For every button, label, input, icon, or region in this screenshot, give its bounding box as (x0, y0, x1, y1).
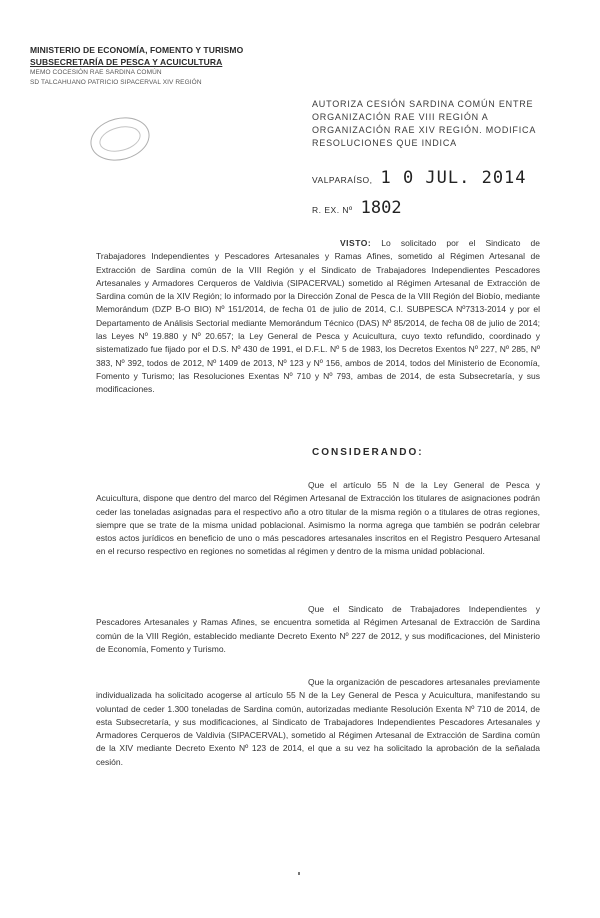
stamp-inner-ring (97, 122, 144, 155)
place-date-line (312, 162, 572, 188)
considerando-heading: CONSIDERANDO: (312, 447, 424, 458)
considerando-text-2: Que el Sindicato de Trabajadores Independientes y Pescadores Artesanales y Ramas Afines, se encuentra sometida al Régimen Artesanal de Extracción de Sardina común de la VIII Región, establecido mediante Decreto Exento Nº 227 de 2012, y sus modificaciones, del Ministerio de Economía, Fomento y Turismo. (96, 604, 540, 654)
resolution-number-line (312, 196, 402, 218)
resolution-subject: AUTORIZA CESIÓN SARDINA COMÚN ENTRE ORGANIZACIÓN RAE VIII REGIÓN A ORGANIZACIÓN RAE XIV REGIÓN. MODIFICA RESOLUCIONES QUE INDICA (312, 99, 536, 148)
considerando-paragraph-2 (96, 603, 540, 656)
page-mark (298, 872, 300, 875)
considerando-text-1: Que el artículo 55 N de la Ley General de Pesca y Acuicultura, dispone que dentro del marco del Régimen Artesanal de Extracción los titulares de asignaciones podrán ceder las toneladas asignadas para el respectivo año a otro titular de la misma región o a titulares de otras regiones, siempre que se trate de la misma unidad poblacional. Asimismo la norma agrega que también se podrán celebrar estos actos jurídicos en beneficio de uno o más pescadores artesanales inscritos en el Registro Pesquero Artesanal en el recurso respectivo en regiones no sometidas al régimen y dentro de la misma unidad poblacional. (96, 480, 540, 557)
ministry-header (30, 44, 260, 88)
visto-keyword: VISTO: (340, 238, 372, 248)
visto-text: Lo solicitado por el Sindicato de Trabajadores Independientes y Pescadores Artesanales y Ramas Afines, sometido al Régimen Artesanal de Extracción de Sardina común de la VIII Región y el Sindicato de Trabajadores Independientes Pescadores Artesanales y Armadores Cerqueros de Valdivia (SIPACERVAL) sometido al Régimen Artesanal de Extracción de Sardina común de la XIV Región; lo informado por la Dirección Zonal de Pesca de la VIII Región del Biobío, mediante Memorándum (DZP B-O BIO) Nº 151/2014, de fecha 01 de julio de 2014, C.I. SUBPESCA Nº7313-2014 y por el Departamento de Análisis Sectorial mediante Memorándum Técnico (DAS) Nº 85/2014, de fecha 08 de julio de 2014; las Leyes Nº 19.880 y Nº 20.657; la Ley General de Pesca y Acuicultura, cuyo texto refundido, coordinado y sistematizado fue fijado por el D.S. Nº 430 de 1991, el D.F.L. Nº 5 de 1983, los Decretos Exentos Nº 227, Nº 285, Nº 383, Nº 392, todos de 2012, Nº 1409 de 2013, Nº 123 y Nº 156, ambos de 2014, todos del Ministerio de Economía, Fomento y Turismo; las Resoluciones Exentas Nº 710 y Nº 793, ambas de 2014, de esta Subsecretaría, y sus modificaciones. (96, 238, 540, 395)
date-stamp: 1 0 JUL. 2014 (380, 168, 527, 188)
official-stamp (86, 111, 154, 166)
ministry-name: MINISTERIO DE ECONOMÍA, FOMENTO Y TURISMO (30, 45, 244, 55)
resolution-label: R. EX. Nº (312, 205, 353, 215)
visto-paragraph (96, 237, 540, 397)
considerando-paragraph-3 (96, 676, 540, 769)
subsecretariat-name: SUBSECRETARÍA DE PESCA Y ACUICULTURA (30, 57, 223, 67)
office-reference: SD TALCAHUANO PATRICIO SIPACERVAL XIV REGIÓN (30, 79, 202, 86)
resolution-number: 1802 (360, 198, 402, 218)
memo-reference: MEMO COCESIÓN RAE SARDINA COMÚN (30, 69, 162, 76)
considerando-text-3: Que la organización de pescadores artesanales previamente individualizada ha solicitado acogerse al artículo 55 N de la Ley General de Pesca y Acuicultura, manifestando su voluntad de ceder 1.300 toneladas de Sardina común, autorizadas mediante Resolución Exenta Nº 710 de 2014, de esta Subsecretaría, y sus modificaciones, al Sindicato de Trabajadores Independientes Pescadores Artesanales y Armadores Cerqueros de Valdivia (SIPACERVAL), sometido al Régimen Artesanal de Extracción de Sardina común de la XIV mediante Decreto Exento Nº 123 de 2014, el que a su vez ha solicitado la aprobación de la señalada cesión. (96, 677, 540, 767)
city-label: VALPARAÍSO, (312, 175, 373, 185)
considerando-paragraph-1 (96, 479, 540, 559)
